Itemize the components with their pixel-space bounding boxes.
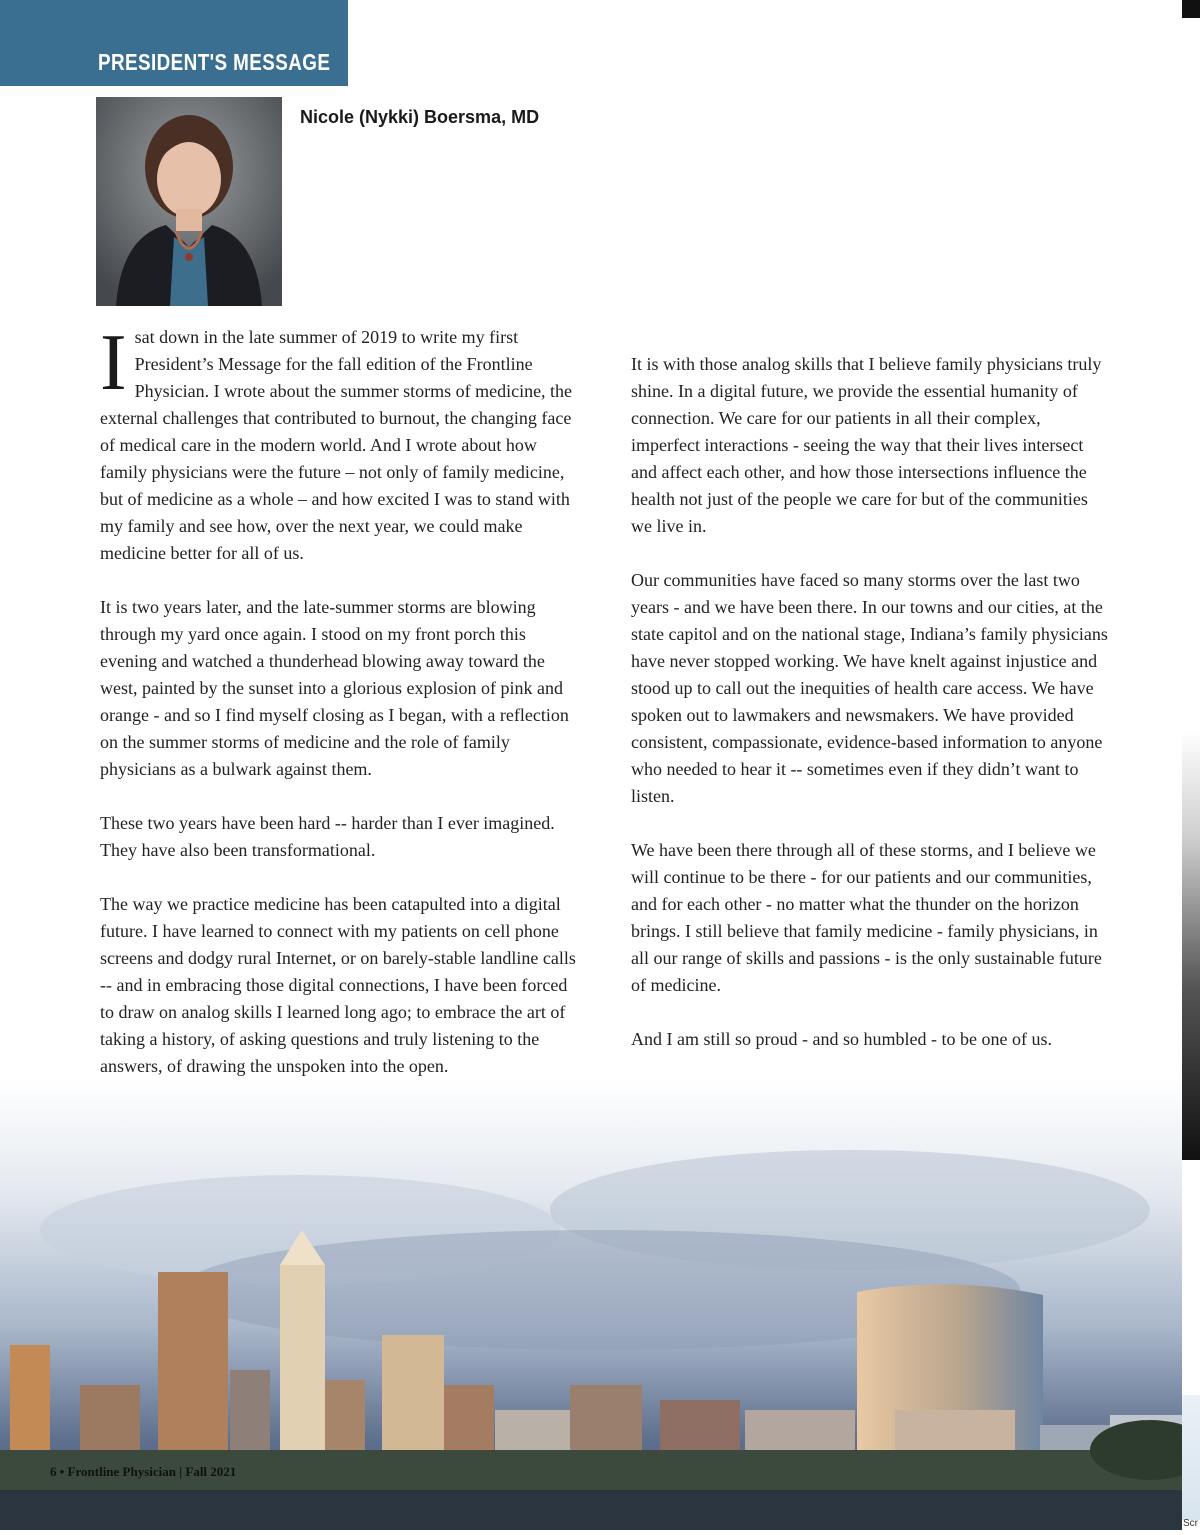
side-black-mark xyxy=(1182,0,1200,18)
article-paragraph: It is two years later, and the late-summer storms are blowing through my yard once again. I stood on my front porch this evening and watched a thunderhead blowing away toward the west, painted by the sunset into a glorious explosion of pink and orange - and so I find myself closing as I began, with a reflection on the summer storms of medicine and the role of family physicians as a bulwark against them. xyxy=(100,597,569,779)
article-paragraph: We have been there through all of these storms, and I believe we will continue to be there - for our patients and our communities, and for each other - no matter what the thunder on the horizon brings. I still believe that family medicine - family physicians, in all our range of skills and passions - is the only sustainable future of medicine. xyxy=(631,840,1102,995)
article-right-column xyxy=(631,351,1113,1080)
article-paragraph: Isat down in the late summer of 2019 to write my first President’s Message for the fall edition of the Frontline Physician. I wrote about the summer storms of medicine, the external challenges that contributed to burnout, the changing face of medical care in the modern world. And I wrote about how family physicians were the future – not only of family medicine, but of medicine as a whole – and how excited I was to stand with my family and see how, over the next year, we could make medicine better for all of us. xyxy=(100,319,573,563)
side-blue-mark xyxy=(1182,1395,1200,1520)
article-left-column xyxy=(100,319,582,1107)
article-paragraph: Our communities have faced so many storms over the last two years - and we have been there. In our towns and our cities, at the state capitol and on the national stage, Indiana’s family physicians have never stopped working. We have knelt against injustice and stood up to call out the inequities of health care access. We have spoken out to lawmakers and newsmakers. We have provided consistent, compassionate, evidence-based information to anyone who needed to hear it -- sometimes even if they didn’t want to listen. xyxy=(631,570,1108,806)
article-paragraph: The way we practice medicine has been catapulted into a digital future. I have learned to connect with my patients on cell phone screens and dodgy rural Internet, or on barely-stable landline calls -- and in embracing those digital connections, I have been forced to draw on analog skills I learned long ago; to embrace the art of taking a history, of asking questions and truly listening to the answers, of drawing the unspoken into the open. xyxy=(100,894,576,1076)
drop-cap: I xyxy=(100,319,127,407)
article-paragraph: It is with those analog skills that I believe family physicians truly shine. In a digital future, we provide the essential humanity of connection. We care for our patients in all their complex, imperfect interactions - seeing the way that their lives intersect and affect each other, and how those intersections influence the health not just of the people we care for but of the communities we live in. xyxy=(631,354,1102,536)
section-label: PRESIDENT'S MESSAGE xyxy=(97,49,330,75)
side-text: Scr xyxy=(1183,1518,1198,1529)
side-gradient-mark xyxy=(1182,730,1200,1160)
section-header-bar xyxy=(0,0,348,86)
portrait-image xyxy=(96,97,282,306)
author-portrait xyxy=(96,97,282,306)
article-paragraph: These two years have been hard -- harder than I ever imagined. They have also been transformational. xyxy=(100,813,555,860)
article-paragraph: And I am still so proud - and so humbled - to be one of us. xyxy=(631,1029,1052,1049)
page-footer: 6 • Frontline Physician | Fall 2021 xyxy=(50,1464,237,1479)
city-skyline-image xyxy=(0,1080,1182,1530)
author-name: Nicole (Nykki) Boersma, MD xyxy=(300,107,540,127)
